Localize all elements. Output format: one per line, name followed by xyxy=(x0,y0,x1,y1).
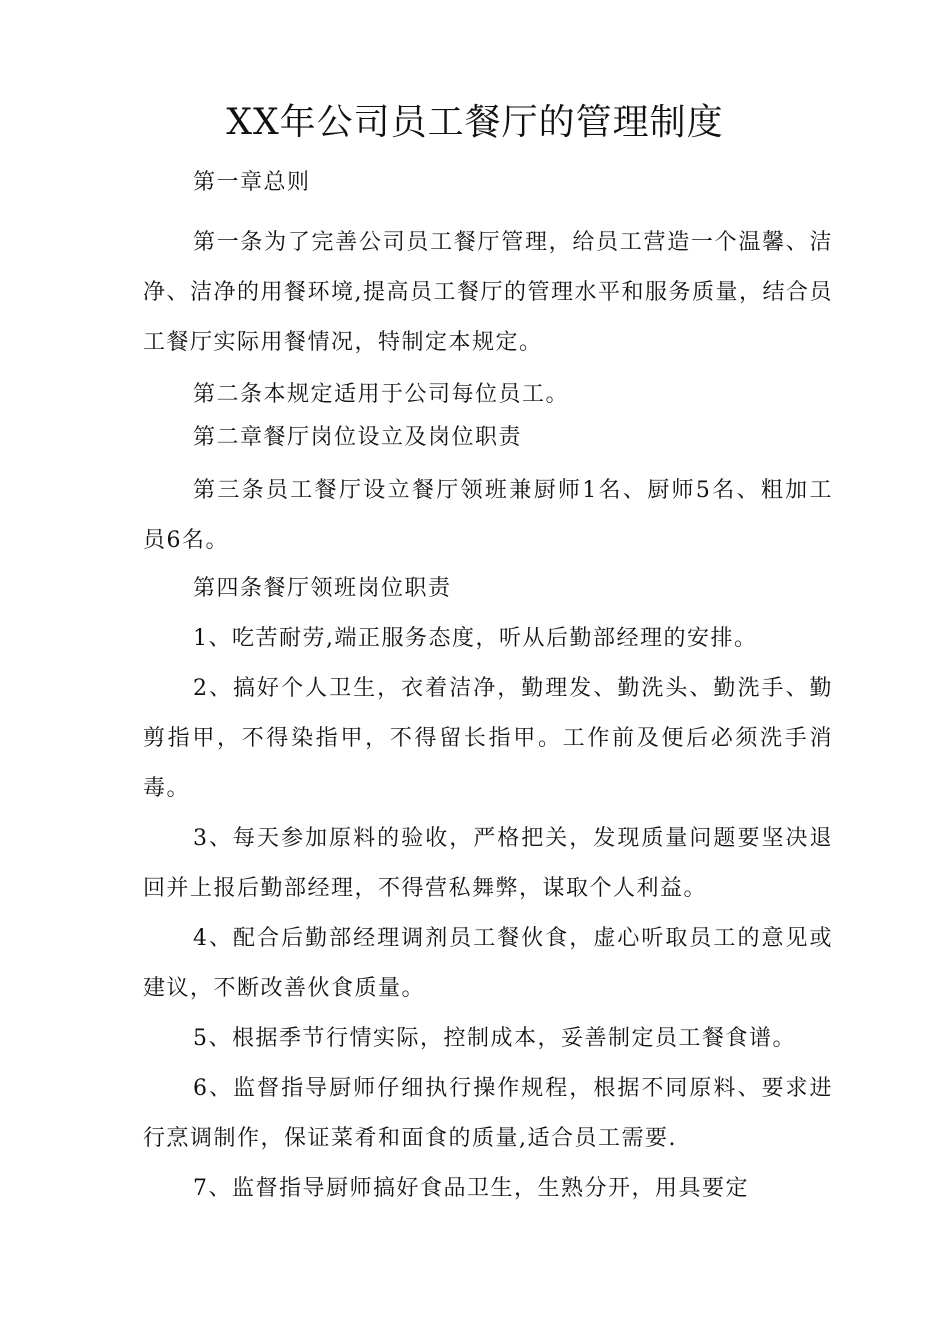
duty-item-5: 5、根据季节行情实际，控制成本，妥善制定员工餐食谱。 xyxy=(193,1026,796,1051)
duty-item-3: 3、每天参加原料的验收，严格把关，发现质量问题要坚决退回并上报后勤部经理，不得营私舞弊，谋取个人利益。 xyxy=(143,826,833,901)
duty-item-2: 2、搞好个人卫生，衣着洁净，勤理发、勤洗头、勤洗手、勤剪指甲，不得染指甲，不得留长指甲。工作前及便后必须洗手消毒。 xyxy=(143,676,833,801)
article-3-paragraph: 第三条员工餐厅设立餐厅领班兼厨师1名、厨师5名、粗加工员6名。 xyxy=(143,478,833,553)
duty-item-4: 4、配合后勤部经理调剂员工餐伙食，虚心听取员工的意见或建议，不断改善伙食质量。 xyxy=(143,926,833,1001)
article-4-heading: 第四条餐厅领班岗位职责 xyxy=(193,576,452,601)
document-title: XX年公司员工餐厅的管理制度 xyxy=(226,102,724,143)
duty-item-1: 1、吃苦耐劳,端正服务态度，听从后勤部经理的安排。 xyxy=(193,626,758,651)
duty-item-7: 7、监督指导厨师搞好食品卫生，生熟分开，用具要定 xyxy=(193,1176,749,1201)
chapter-1-heading: 第一章总则 xyxy=(193,170,311,195)
chapter-2-heading: 第二章餐厅岗位设立及岗位职责 xyxy=(193,425,523,450)
duty-item-6: 6、监督指导厨师仔细执行操作规程，根据不同原料、要求进行烹调制作，保证菜肴和面食的质量,适合员工需要. xyxy=(143,1076,833,1151)
article-2-paragraph: 第二条本规定适用于公司每位员工。 xyxy=(193,382,570,407)
article-1-paragraph: 第一条为了完善公司员工餐厅管理，给员工营造一个温馨、洁净、洁净的用餐环境,提高员工餐厅的管理水平和服务质量，结合员工餐厅实际用餐情况，特制定本规定。 xyxy=(143,230,833,355)
